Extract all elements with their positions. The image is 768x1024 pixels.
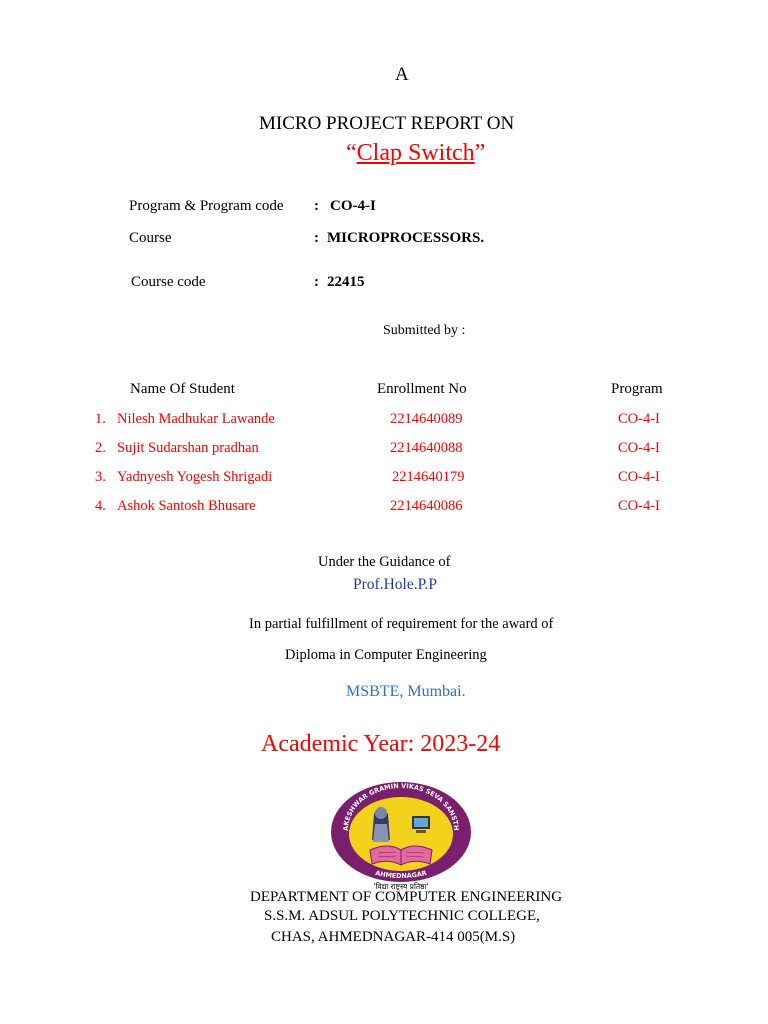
student-enrollment: 2214640086 bbox=[390, 498, 463, 514]
row-number: 3. bbox=[95, 469, 106, 485]
logo-bottom-text: AHMEDNAGAR bbox=[374, 868, 428, 881]
student-name: Nilesh Madhukar Lawande bbox=[117, 411, 275, 427]
guidance-label: Under the Guidance of bbox=[318, 554, 451, 570]
board-name: MSBTE, Mumbai. bbox=[346, 683, 466, 700]
course-code-colon: : bbox=[314, 274, 319, 290]
header-name: Name Of Student bbox=[130, 381, 235, 397]
row-number: 2. bbox=[95, 440, 106, 456]
report-heading: MICRO PROJECT REPORT ON bbox=[259, 113, 515, 134]
course-code-value: 22415 bbox=[327, 274, 365, 290]
college-address: CHAS, AHMEDNAGAR-414 005(M.S) bbox=[271, 929, 516, 945]
header-enrollment: Enrollment No bbox=[377, 381, 467, 397]
fulfillment-text: In partial fulfillment of requirement for the award of bbox=[249, 616, 554, 632]
logo-seal-icon bbox=[330, 780, 472, 892]
header-program: Program bbox=[611, 381, 663, 397]
student-name: Sujit Sudarshan pradhan bbox=[117, 440, 259, 456]
student-program: CO-4-I bbox=[618, 411, 660, 427]
student-program: CO-4-I bbox=[618, 498, 660, 514]
logo-motto: 'विद्या राष्ट्रस्य प्रतिष्ठा' bbox=[373, 882, 429, 891]
student-name: Yadnyesh Yogesh Shrigadi bbox=[117, 469, 273, 485]
college-name: S.S.M. ADSUL POLYTECHNIC COLLEGE, bbox=[264, 908, 540, 924]
diploma-text: Diploma in Computer Engineering bbox=[285, 647, 487, 663]
student-enrollment: 2214640089 bbox=[390, 411, 463, 427]
course-code-label: Course code bbox=[131, 274, 206, 290]
row-number: 4. bbox=[95, 498, 106, 514]
row-number: 1. bbox=[95, 411, 106, 427]
student-program: CO-4-I bbox=[618, 469, 660, 485]
student-enrollment: 2214640088 bbox=[390, 440, 463, 456]
project-title bbox=[346, 140, 485, 167]
course-value: MICROPROCESSORS. bbox=[327, 230, 485, 246]
program-code-value: CO-4-I bbox=[330, 198, 376, 214]
guide-name: Prof.Hole.P.P bbox=[353, 576, 437, 593]
student-name: Ashok Santosh Bhusare bbox=[117, 498, 256, 514]
letter-a: A bbox=[395, 64, 409, 85]
logo-ring-text: AKESHWAR GRAMIN VIKAS SEVA SANSTH bbox=[341, 781, 461, 832]
program-code-label: Program & Program code bbox=[129, 198, 284, 214]
submitted-by: Submitted by : bbox=[383, 323, 466, 338]
course-colon: : bbox=[314, 230, 319, 246]
project-title-text: Clap Switch bbox=[356, 140, 475, 166]
department-name: DEPARTMENT OF COMPUTER ENGINEERING bbox=[250, 889, 563, 905]
course-label: Course bbox=[129, 230, 172, 246]
quote-close: ” bbox=[474, 140, 486, 166]
academic-year: Academic Year: 2023-24 bbox=[261, 731, 501, 757]
student-enrollment: 2214640179 bbox=[392, 469, 465, 485]
institution-logo bbox=[330, 780, 472, 892]
student-program: CO-4-I bbox=[618, 440, 660, 456]
program-code-colon: : bbox=[314, 198, 319, 214]
quote-open: “ bbox=[346, 140, 357, 166]
